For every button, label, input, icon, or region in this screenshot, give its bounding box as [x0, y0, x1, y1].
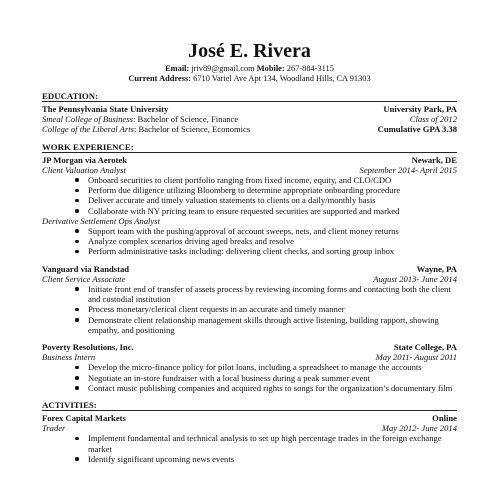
degree-row [42, 114, 457, 124]
job-entry [42, 342, 457, 393]
role-dates: May 2011- August 2011 [375, 352, 457, 363]
bullet-item: Identify significant upcoming news events [88, 454, 457, 464]
company-name: Vanguard via Randstad [42, 263, 130, 274]
job-list [42, 155, 457, 393]
company-name: JP Morgan via Aerotek [42, 154, 128, 165]
activity-dates: May 2012- June 2014 [381, 423, 457, 434]
degree-detail: Class of 2012 [409, 114, 457, 125]
activity-role-row [42, 423, 457, 433]
address-value: 6710 Variel Ave Apt 134, Woodland Hills, CA 91303 [193, 74, 371, 83]
bullet-item: Process monetary/clerical client requests in an accurate and timely manner [88, 304, 457, 314]
role-title: Client Service Associate [42, 273, 126, 284]
college-name: College of the Liberal Arts [42, 124, 134, 135]
degree-name: : Bachelor of Science, Finance [132, 114, 239, 125]
bullet-item: Initiate front end of transfer of assets process by reviewing incoming forms and contacting both the client and custodial institution [88, 284, 457, 304]
bullet-item: Support team with the pushing/approval of account sweeps, nets, and client money returns [88, 226, 457, 236]
email-label: Email [165, 64, 187, 73]
job-header [42, 342, 457, 352]
bullet-list [42, 284, 457, 335]
bullet-item: Onboard securities to client portfolio ranging from fixed income, equity, and CLO/CDO [88, 175, 457, 185]
mobile-value: 267-884-3115 [286, 64, 334, 73]
role-dates: September 2014- April 2015 [359, 164, 457, 175]
bullet-list [42, 175, 457, 216]
education-school-row [42, 104, 457, 114]
education-section [42, 91, 457, 135]
job-entry [42, 264, 457, 335]
role-title: Derivative Settlement Ops Analyst [42, 215, 160, 226]
candidate-name: José E. Rivera [188, 40, 311, 62]
activities-section [42, 400, 457, 464]
role-title: Client Valuation Analyst [42, 164, 126, 175]
bullet-item: Perform due diligence utilizing Bloomberg to determine appropriate onboarding procedure [88, 185, 457, 195]
bullet-item: Contact music publishing companies and acquired rights to songs for the organization’s documentary film [88, 383, 457, 393]
role-title: Business Intern [42, 352, 96, 363]
activity-location: Online [432, 413, 457, 424]
role-dates: August 2013- June 2014 [373, 273, 457, 284]
degree-row [42, 124, 457, 134]
role-header [42, 165, 457, 175]
role-header [42, 274, 457, 284]
degree-text [42, 124, 250, 134]
degree-list [42, 114, 457, 134]
school-location: University Park, PA [383, 104, 457, 114]
role-header [42, 352, 457, 362]
job-location: Newark, DE [411, 154, 457, 165]
contact-line: Email: jriv89@gmail.com Mobile: 267-884-3115 [165, 64, 334, 73]
job-location: State College, PA [393, 342, 457, 353]
bullet-item: Negotiate an in-store fundraiser with a local business during a peak summer event [88, 373, 457, 383]
degree-text [42, 114, 238, 124]
bullet-item: Deliver accurate and timely valuation statements to clients on a daily/monthly basis [88, 195, 457, 205]
bullet-list [42, 226, 457, 257]
activity-org: Forex Capital Markets [42, 413, 126, 424]
bullet-list [42, 362, 457, 393]
job-location: Wayne, PA [416, 263, 457, 274]
education-heading: EDUCATION: [42, 91, 457, 102]
activity-list [42, 413, 457, 464]
bullet-item: Implement fundamental and technical analysis to set up high percentage trades in the foreign exchange market [88, 433, 457, 453]
experience-heading: WORK EXPERIENCE: [42, 142, 457, 153]
activity-role: Trader [42, 423, 66, 434]
bullet-item: Collaborate with NY pricing team to ensure requested securities are supported and marked [88, 206, 457, 216]
job-entry [42, 155, 457, 257]
activity-entry [42, 413, 457, 464]
bullet-item: Develop the micro-finance policy for pilot loans, including a spreadsheet to manage the accounts [88, 362, 457, 372]
degree-name: : Bachelor of Science, Economics [133, 124, 251, 135]
email-value: jriv89@gmail.com [191, 64, 255, 73]
school-name: The Pennsylvania State University [42, 104, 169, 114]
mobile-label: Mobile [256, 64, 282, 73]
bullet-item: Analyze complex scenarios driving aged breaks and resolve [88, 236, 457, 246]
activities-heading: ACTIVITIES: [42, 400, 457, 411]
degree-detail: Cumulative GPA 3.38 [377, 124, 457, 135]
role-header [42, 216, 457, 226]
job-header [42, 155, 457, 165]
company-name: Poverty Resolutions, Inc. [42, 342, 134, 353]
address-label: Current Address [128, 74, 189, 83]
address-line: Current Address: 6710 Variel Ave Apt 134, Woodland Hills, CA 91303 [128, 74, 371, 83]
bullet-list [42, 433, 457, 464]
job-header [42, 264, 457, 274]
bullet-item: Perform administrative tasks including: delivering client checks, and sorting group inbox [88, 246, 457, 256]
experience-section [42, 142, 457, 393]
college-name: Smeal College of Business [42, 114, 133, 125]
activity-header [42, 413, 457, 423]
bullet-item: Demonstrate client relationship management skills through active listening, building rapport, showing empathy, and positioning [88, 315, 457, 335]
